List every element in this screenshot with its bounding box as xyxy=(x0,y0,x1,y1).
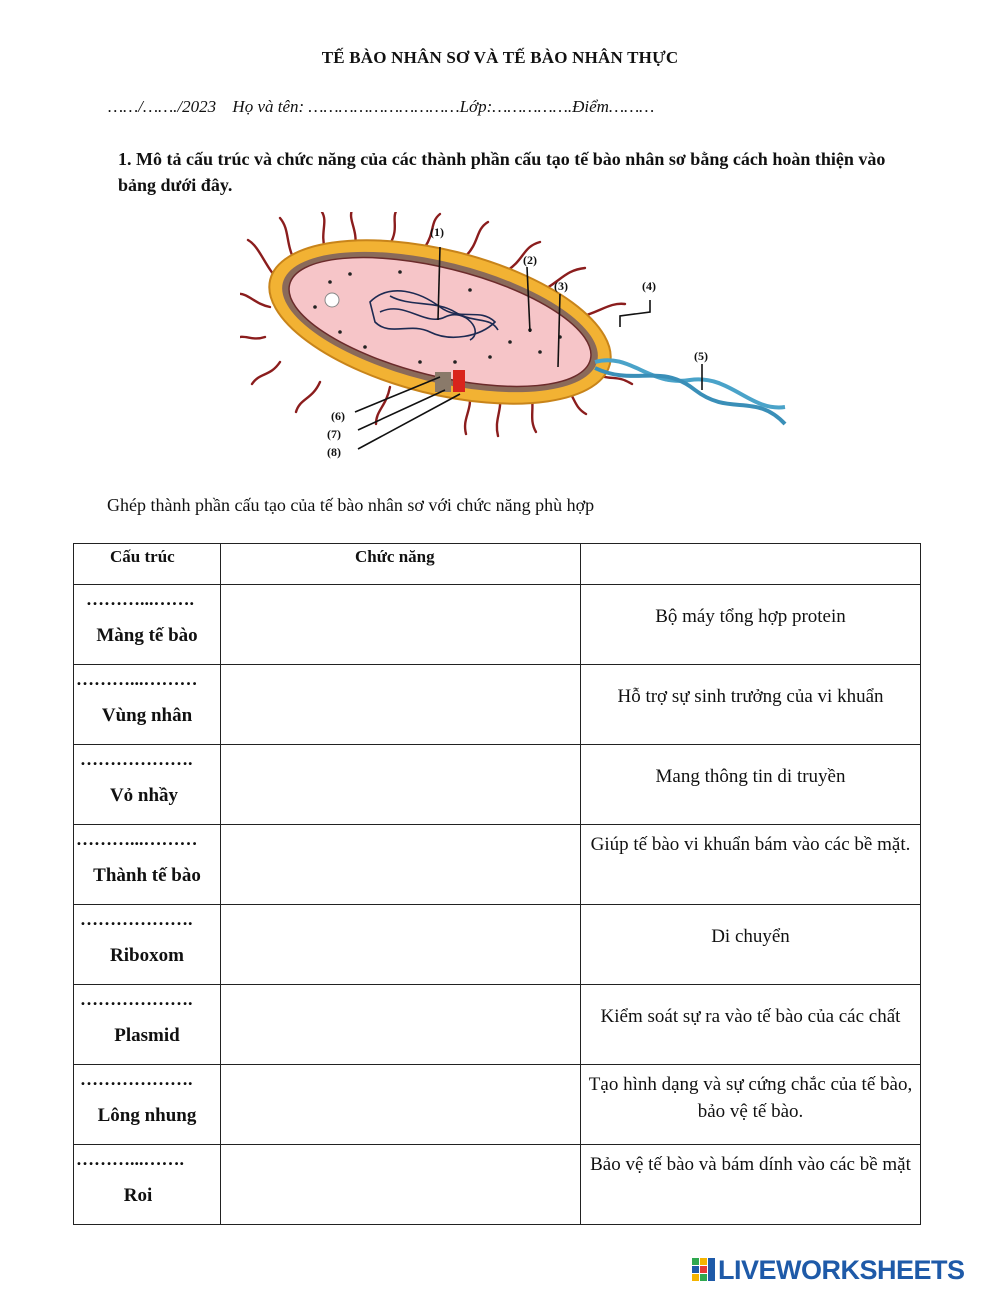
function-option[interactable]: Bộ máy tổng hợp protein xyxy=(655,606,846,627)
dots-fill: ………...……. xyxy=(76,1149,184,1169)
diagram-label-4: (4) xyxy=(642,279,656,293)
prokaryote-cell-diagram xyxy=(240,212,800,474)
structure-name: Lông nhung xyxy=(97,1105,197,1126)
table-row xyxy=(74,745,921,825)
function-option[interactable]: Mang thông tin di truyền xyxy=(655,766,846,787)
name-field[interactable]: Họ và tên: ………………………… xyxy=(232,97,460,116)
function-option[interactable]: Hỗ trợ sự sinh trưởng của vi khuẩn xyxy=(617,686,884,707)
diagram-label-5: (5) xyxy=(694,349,708,363)
header-function: Chức năng xyxy=(221,544,581,585)
class-field[interactable]: Lớp:…………… xyxy=(459,97,568,116)
table-row xyxy=(74,665,921,745)
diagram-label-2: (2) xyxy=(523,253,537,267)
function-option[interactable]: Di chuyển xyxy=(711,926,790,947)
table-row xyxy=(74,905,921,985)
dots-fill: ………………. xyxy=(80,989,193,1009)
structure-name: Roi xyxy=(123,1185,153,1206)
structure-name: Vùng nhân xyxy=(101,705,193,726)
structure-name: Màng tế bào xyxy=(96,625,198,646)
answer-drop-cell[interactable] xyxy=(221,905,580,984)
diagram-label-6: (6) xyxy=(331,409,345,423)
structure-name: Riboxom xyxy=(110,945,184,966)
diagram-label-1: (1) xyxy=(430,225,444,239)
table-row xyxy=(74,1145,921,1225)
score-field[interactable]: .Điểm……… xyxy=(567,97,655,116)
date-field[interactable]: ……/……./2023 xyxy=(108,97,217,116)
table-header-row xyxy=(74,544,921,585)
dots-fill: ………...……. xyxy=(86,589,194,609)
function-option[interactable]: Kiểm soát sự ra vào tế bào của các chất xyxy=(600,1006,901,1027)
function-option[interactable]: Bảo vệ tế bào và bám dính vào các bề mặt xyxy=(590,1154,911,1175)
matching-instruction: Ghép thành phần cấu tạo của tế bào nhân sơ với chức năng phù hợp xyxy=(107,495,595,515)
answer-drop-cell[interactable] xyxy=(221,1065,580,1144)
answer-drop-cell[interactable] xyxy=(221,825,580,904)
student-info-line xyxy=(108,97,666,117)
answer-drop-cell[interactable] xyxy=(221,745,580,824)
dots-fill: ………………. xyxy=(80,909,193,929)
diagram-label-8: (8) xyxy=(327,445,341,459)
diagram-label-3: (3) xyxy=(554,279,568,293)
liveworksheets-logo[interactable] xyxy=(692,1253,965,1287)
header-structure: Cấu trúc xyxy=(74,544,221,585)
worksheet-title: TẾ BÀO NHÂN SƠ VÀ TẾ BÀO NHÂN THỰC xyxy=(321,48,679,67)
dots-fill: ………...……… xyxy=(76,829,198,849)
matching-table xyxy=(73,543,921,1225)
liveworksheets-logo-text: LIVEWORKSHEETS xyxy=(718,1254,965,1285)
diagram-label-7: (7) xyxy=(327,427,341,441)
structure-name: Thành tế bào xyxy=(93,865,201,886)
answer-drop-cell[interactable] xyxy=(221,1145,580,1224)
dots-fill: ………………. xyxy=(80,749,193,769)
structure-name: Plasmid xyxy=(114,1025,180,1046)
table-row xyxy=(74,825,921,905)
question-1: 1. Mô tả cấu trúc và chức năng của các thành phần cấu tạo tế bào nhân sơ bằng cách hoàn thiện vào bảng dưới đây. xyxy=(118,149,886,195)
table-row xyxy=(74,985,921,1065)
answer-drop-cell[interactable] xyxy=(221,585,580,664)
table-row xyxy=(74,585,921,665)
liveworksheets-logo-icon xyxy=(692,1258,716,1282)
structure-name: Vỏ nhầy xyxy=(109,785,179,806)
answer-drop-cell[interactable] xyxy=(221,985,580,1064)
answer-drop-cell[interactable] xyxy=(221,665,580,744)
function-option[interactable]: Giúp tế bào vi khuẩn bám vào các bề mặt. xyxy=(590,834,911,855)
dots-fill: ………...……… xyxy=(76,669,198,689)
header-blank xyxy=(581,544,921,585)
table-row xyxy=(74,1065,921,1145)
function-option[interactable]: Tạo hình dạng và sự cứng chắc của tế bào, bảo vệ tế bào. xyxy=(588,1074,913,1122)
dots-fill: ………………. xyxy=(80,1069,193,1089)
